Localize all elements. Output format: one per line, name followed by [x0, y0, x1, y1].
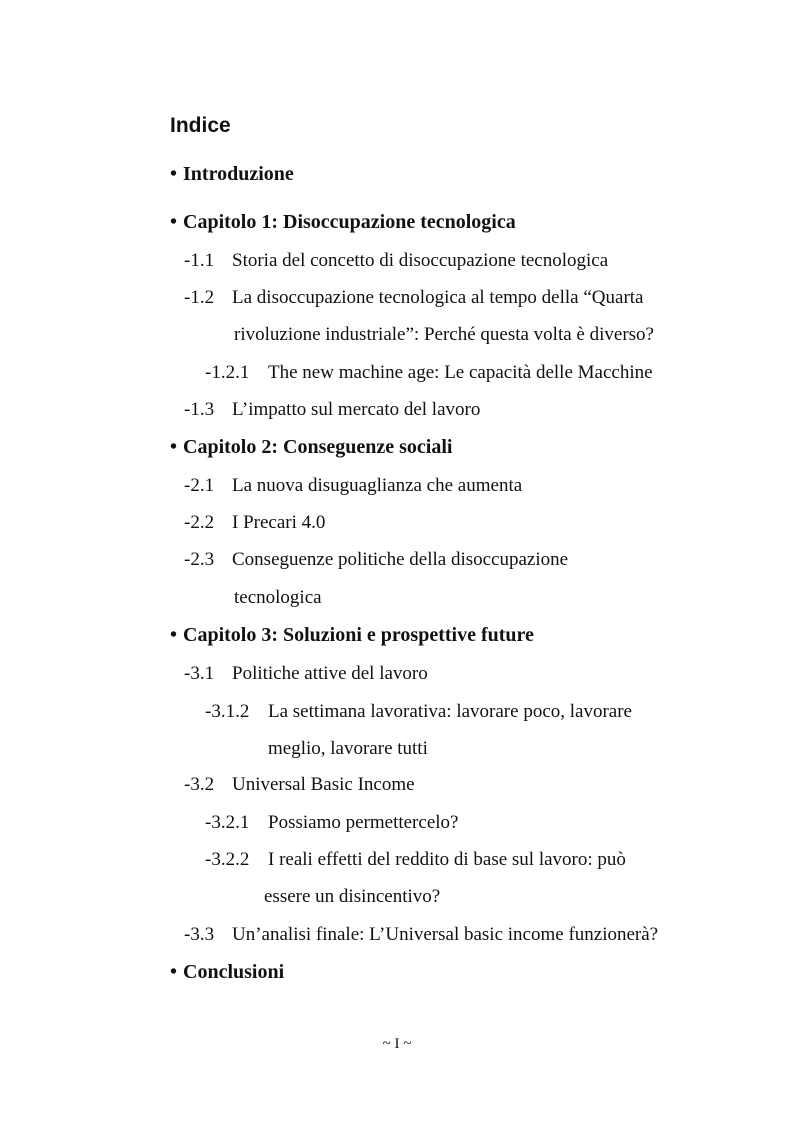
toc-section-3-1-2-continuation[interactable] [268, 737, 428, 761]
toc-section-3-2-2-continuation[interactable] [264, 885, 440, 909]
toc-section-2-1[interactable] [184, 474, 522, 498]
section-number: -1.1 [184, 250, 215, 271]
page-number: ~ I ~ [382, 1036, 412, 1052]
section-label: The new machine age: Le capacità delle Macchine [268, 362, 653, 383]
bullet: • [170, 961, 178, 983]
section-label-continued: tecnologica [234, 587, 322, 608]
toc-chapter-label: Capitolo 3: Soluzioni e prospettive future [183, 624, 534, 646]
toc-section-3-3[interactable] [184, 923, 658, 947]
toc-chapter-label: Introduzione [183, 163, 294, 185]
toc-chapter-label: Conclusioni [183, 961, 285, 983]
section-label: Politiche attive del lavoro [232, 663, 428, 684]
section-number: -1.3 [184, 399, 215, 420]
toc-chapter-label: Capitolo 2: Conseguenze sociali [183, 436, 453, 458]
section-label-continued: meglio, lavorare tutti [268, 738, 428, 759]
toc-chapter-label: Capitolo 1: Disoccupazione tecnologica [183, 211, 516, 233]
section-label: Universal Basic Income [232, 774, 415, 795]
toc-section-3-2-1[interactable] [205, 811, 458, 835]
toc-section-3-2[interactable] [184, 773, 415, 797]
toc-section-2-3[interactable] [184, 548, 568, 572]
section-number: -3.1.2 [205, 701, 250, 722]
section-label: I reali effetti del reddito di base sul lavoro: può [268, 849, 626, 870]
section-number: -3.1 [184, 663, 215, 684]
section-label: Possiamo permettercelo? [268, 812, 459, 833]
toc-section-1-3[interactable] [184, 398, 480, 422]
section-number: -1.2 [184, 287, 215, 308]
toc-capitolo-2[interactable] [170, 435, 452, 459]
toc-section-1-2[interactable] [184, 286, 643, 310]
toc-capitolo-1[interactable] [170, 210, 516, 234]
bullet: • [170, 436, 178, 458]
section-label: L’impatto sul mercato del lavoro [232, 399, 481, 420]
toc-section-3-1[interactable] [184, 662, 428, 686]
section-number: -1.2.1 [205, 362, 250, 383]
section-number: -3.2.1 [205, 812, 250, 833]
section-label: La settimana lavorativa: lavorare poco, lavorare [268, 701, 632, 722]
toc-capitolo-3[interactable] [170, 623, 534, 647]
section-number: -3.3 [184, 924, 215, 945]
section-label: Conseguenze politiche della disoccupazione [232, 549, 569, 570]
toc-section-1-2-1[interactable] [205, 361, 653, 385]
toc-introduzione[interactable] [170, 162, 294, 186]
bullet: • [170, 211, 178, 233]
toc-section-2-2[interactable] [184, 511, 325, 535]
bullet: • [170, 163, 178, 185]
toc-section-2-3-continuation[interactable] [234, 586, 322, 610]
toc-section-3-1-2[interactable] [205, 700, 632, 724]
section-label: La disoccupazione tecnologica al tempo della “Quarta [232, 287, 644, 308]
section-label: La nuova disuguaglianza che aumenta [232, 475, 523, 496]
toc-conclusioni[interactable] [170, 960, 284, 984]
section-number: -2.3 [184, 549, 215, 570]
section-label-continued: rivoluzione industriale”: Perché questa volta è diverso? [234, 324, 654, 345]
toc-section-1-1[interactable] [184, 249, 608, 273]
section-label-continued: essere un disincentivo? [264, 886, 441, 907]
toc-section-3-2-2[interactable] [205, 848, 626, 872]
section-label: Un’analisi finale: L’Universal basic income funzionerà? [232, 924, 659, 945]
section-label: I Precari 4.0 [232, 512, 326, 533]
toc-section-1-2-continuation[interactable] [234, 323, 654, 347]
bullet: • [170, 624, 178, 646]
section-number: -3.2.2 [205, 849, 250, 870]
section-label: Storia del concetto di disoccupazione tecnologica [232, 250, 609, 271]
section-number: -2.1 [184, 475, 215, 496]
page-title: Indice [170, 114, 231, 137]
section-number: -2.2 [184, 512, 215, 533]
section-number: -3.2 [184, 774, 215, 795]
